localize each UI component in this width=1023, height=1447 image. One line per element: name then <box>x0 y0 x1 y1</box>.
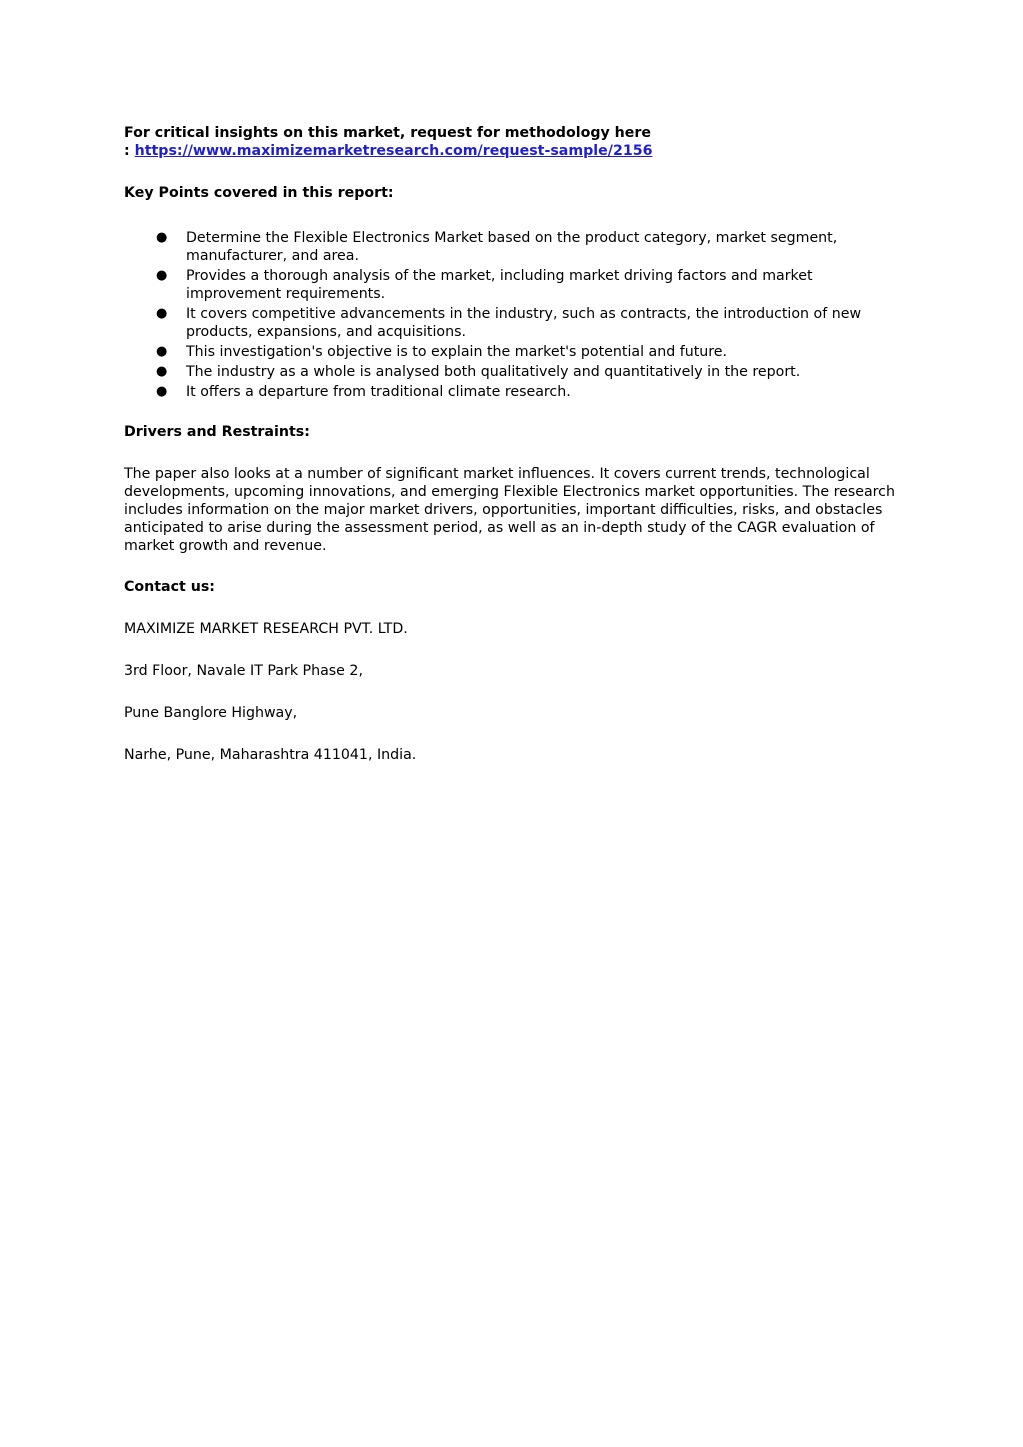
bullet-icon: ● <box>156 364 168 379</box>
list-item <box>124 343 902 361</box>
bullet-icon: ● <box>156 230 168 245</box>
list-item <box>124 229 902 265</box>
list-item-text: Determine the Flexible Electronics Market based on the product category, market segment, manufacturer, and area. <box>186 230 838 264</box>
contact-heading: Contact us: <box>124 579 215 595</box>
list-item <box>124 267 902 303</box>
drivers-paragraph: The paper also looks at a number of significant market influences. It covers current trends, technological developments, upcoming innovations, and emerging Flexible Electronics market opportunities. The research includes information on the major market drivers, opportunities, important difficulties, risks, and obstacles anticipated to arise during the assessment period, as well as an in-depth study of the CAGR evaluation of market growth and revenue. <box>124 466 895 554</box>
list-item-text: The industry as a whole is analysed both qualitatively and quantitatively in the report. <box>186 364 801 380</box>
intro-prefix: : <box>124 143 135 159</box>
intro-paragraph <box>124 124 902 160</box>
bullet-icon: ● <box>156 268 168 283</box>
bullet-icon: ● <box>156 306 168 321</box>
key-points-list <box>124 229 902 401</box>
list-item-text: It offers a departure from traditional climate research. <box>186 384 571 400</box>
bullet-icon: ● <box>156 344 168 359</box>
drivers-heading: Drivers and Restraints: <box>124 424 310 440</box>
request-sample-link[interactable]: https://www.maximizemarketresearch.com/request-sample/2156 <box>134 143 653 159</box>
list-item-text: Provides a thorough analysis of the market, including market driving factors and market improvement requirements. <box>186 268 813 302</box>
key-points-heading: Key Points covered in this report: <box>124 185 394 201</box>
document-page <box>124 124 902 764</box>
list-item <box>124 363 902 381</box>
intro-text: For critical insights on this market, request for methodology here <box>124 125 652 141</box>
list-item <box>124 305 902 341</box>
address-line-2: Pune Banglore Highway, <box>124 705 298 721</box>
address-line-1: 3rd Floor, Navale IT Park Phase 2, <box>124 663 363 679</box>
company-name: MAXIMIZE MARKET RESEARCH PVT. LTD. <box>124 621 408 637</box>
bullet-icon: ● <box>156 384 168 399</box>
list-item <box>124 383 902 401</box>
address-line-3: Narhe, Pune, Maharashtra 411041, India. <box>124 747 417 763</box>
list-item-text: This investigation's objective is to explain the market's potential and future. <box>186 344 728 360</box>
list-item-text: It covers competitive advancements in the industry, such as contracts, the introduction of new products, expansions, and acquisitions. <box>186 306 862 340</box>
